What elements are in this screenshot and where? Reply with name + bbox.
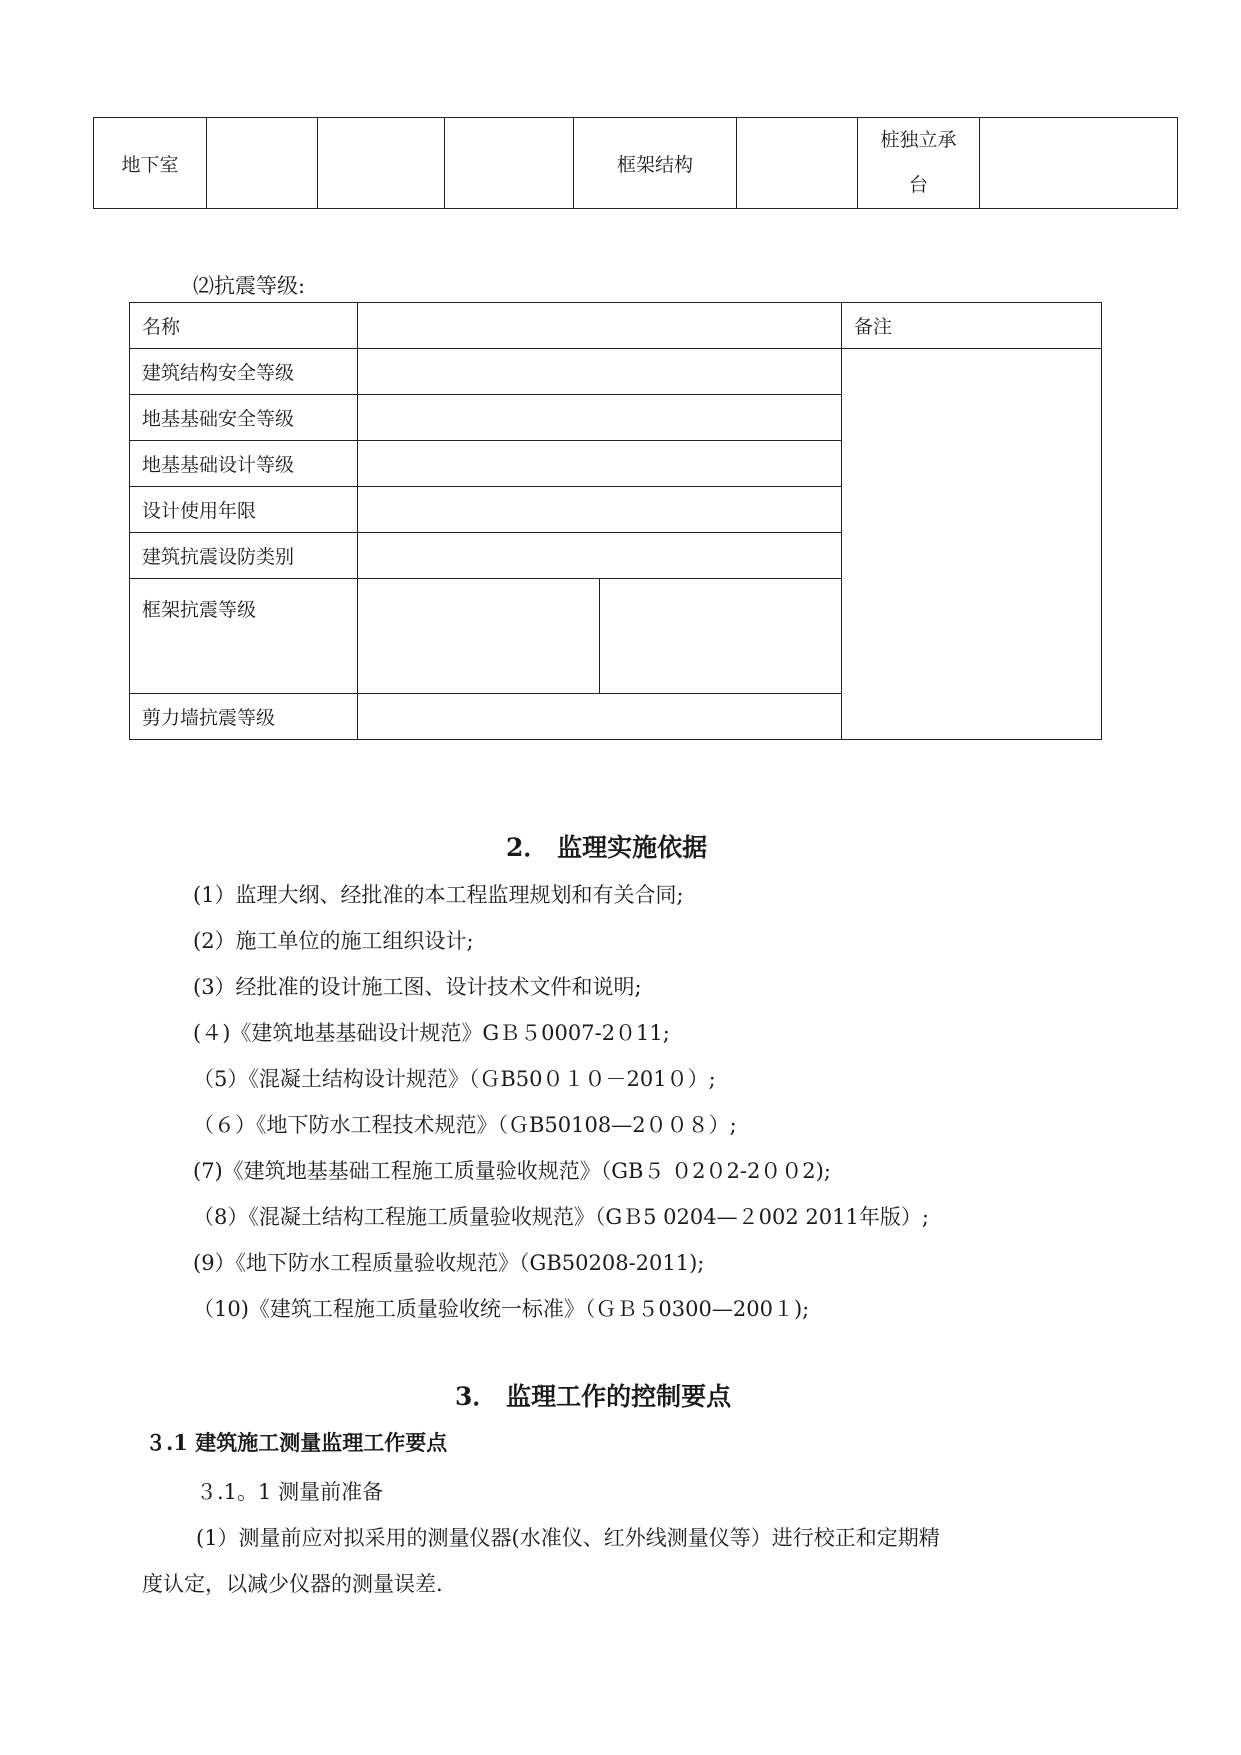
row-label: 框架抗震等级 xyxy=(130,579,358,694)
cell-basement: 地下室 xyxy=(94,118,207,209)
row-value xyxy=(358,533,842,579)
row-value xyxy=(358,579,600,694)
section2-title: 2． 监理实施依据 xyxy=(506,833,708,862)
subsubsection-title: ３.1。1 测量前准备 xyxy=(196,1480,384,1504)
paragraph-line: (1）测量前应对拟采用的测量仪器(水准仪、红外线测量仪等）进行校正和定期精 xyxy=(196,1526,940,1550)
table-row xyxy=(130,303,1102,349)
row-value xyxy=(358,349,842,395)
header-name: 名称 xyxy=(130,303,358,349)
header-note: 备注 xyxy=(842,303,1102,349)
seismic-table xyxy=(129,302,1102,740)
row-value xyxy=(358,441,842,487)
note-cell xyxy=(842,349,1102,740)
table-row xyxy=(130,349,1102,395)
row-label: 建筑抗震设防类别 xyxy=(130,533,358,579)
structure-row xyxy=(94,118,1178,209)
list-item: （5）《混凝土结构设计规范》（ＧB50０１０－201０）; xyxy=(193,1067,716,1091)
row-label: 建筑结构安全等级 xyxy=(130,349,358,395)
row-label: 设计使用年限 xyxy=(130,487,358,533)
row-value xyxy=(358,487,842,533)
row-label: 地基基础安全等级 xyxy=(130,395,358,441)
cell-empty xyxy=(445,118,574,209)
row-value xyxy=(358,694,842,740)
list-item: (2）施工单位的施工组织设计; xyxy=(193,929,474,953)
cell-empty xyxy=(318,118,445,209)
paragraph-line: 度认定，以减少仪器的测量误差. xyxy=(142,1572,443,1596)
row-value xyxy=(358,395,842,441)
row-label: 地基基础设计等级 xyxy=(130,441,358,487)
cell-pile-cap: 桩独立承台 xyxy=(858,118,980,209)
cell-empty xyxy=(737,118,858,209)
list-item: （10)《建筑工程施工质量验收统一标准》（ＧＢ５0300—200１); xyxy=(193,1297,810,1321)
cell-frame-structure: 框架结构 xyxy=(574,118,737,209)
structure-table xyxy=(93,117,1178,209)
list-item: (3）经批准的设计施工图、设计技术文件和说明; xyxy=(193,975,642,999)
row-label: 剪力墙抗震等级 xyxy=(130,694,358,740)
subsection-title: ３.1 建筑施工测量监理工作要点 xyxy=(145,1430,448,1455)
list-item: (7)《建筑地基基础工程施工质量验收规范》（GB５ ０2０2-2００2); xyxy=(193,1159,831,1183)
list-item: (9）《地下防水工程质量验收规范》（GB50208-2011); xyxy=(193,1251,705,1275)
list-item: (４)《建筑地基基础设计规范》GＢ５0007-2０11; xyxy=(193,1021,670,1045)
list-item: （６）《地下防水工程技术规范》（ＧB50108—2００８）; xyxy=(193,1113,737,1137)
list-item: (1）监理大纲、经批准的本工程监理规划和有关合同; xyxy=(193,883,684,907)
row-value xyxy=(600,579,842,694)
cell-empty xyxy=(207,118,318,209)
section3-title: 3． 监理工作的控制要点 xyxy=(455,1382,732,1411)
seismic-label: ⑵抗震等级: xyxy=(193,274,306,298)
cell-empty xyxy=(980,118,1178,209)
list-item: （8）《混凝土结构工程施工质量验收规范》（GＢ5 0204—２002 2011年版）; xyxy=(193,1205,929,1229)
header-value xyxy=(358,303,842,349)
